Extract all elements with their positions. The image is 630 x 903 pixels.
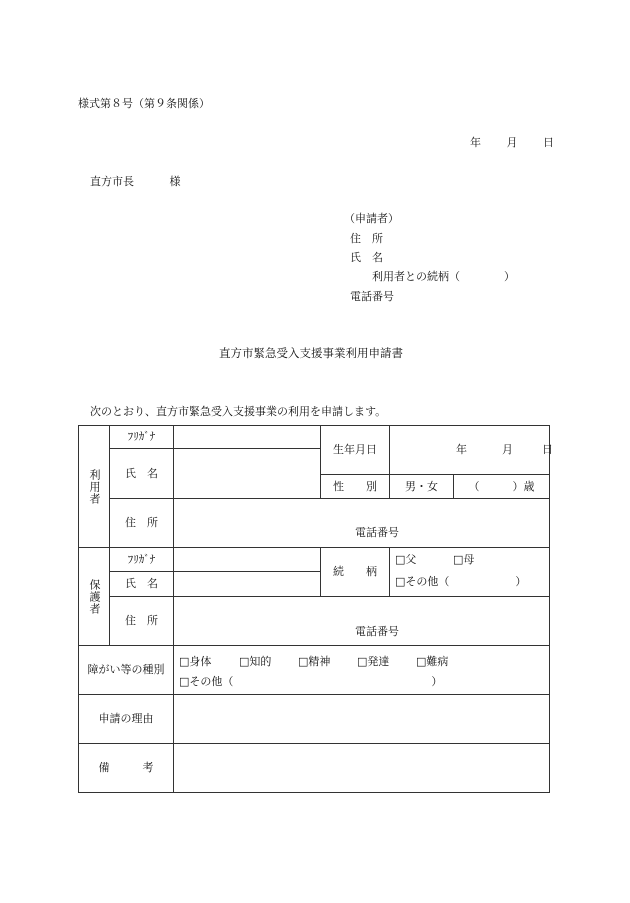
relation-field[interactable]	[390, 548, 550, 597]
reason-field[interactable]	[174, 695, 550, 744]
user-address-label: 住 所	[110, 499, 174, 548]
applicant-address: 住 所	[350, 232, 383, 245]
date-line	[470, 136, 554, 150]
disability-mental[interactable]: □精神	[298, 654, 331, 668]
user-address-field[interactable]	[174, 499, 550, 548]
birthdate-field[interactable]	[390, 426, 553, 475]
applicant-relation: 利用者との続柄（ ）	[372, 270, 515, 283]
user-furigana-label: ﾌﾘｶﾞﾅ	[110, 426, 174, 449]
form-number: 様式第８号（第９条関係）	[78, 97, 210, 110]
relation-other[interactable]: □その他（ ）	[395, 575, 527, 588]
sex-value[interactable]: 男・女	[390, 475, 454, 499]
user-furigana-field[interactable]	[174, 426, 321, 449]
remarks-field[interactable]	[174, 744, 550, 793]
date-month: 月	[506, 136, 518, 149]
guardian-name-field[interactable]	[174, 572, 321, 597]
relation-mother[interactable]: □母	[453, 553, 475, 566]
disability-other[interactable]: □その他（ ）	[179, 674, 443, 688]
remarks-label: 備 考	[79, 744, 174, 793]
user-name-field[interactable]	[174, 449, 321, 499]
user-section-header: 利用者	[79, 426, 110, 548]
intro-text: 次のとおり、直方市緊急受入支援事業の利用を申請します。	[90, 405, 387, 418]
honorific: 様	[169, 175, 181, 188]
user-phone-label: 電話番号	[355, 525, 399, 539]
relation-label: 続 柄	[321, 548, 390, 597]
applicant-phone: 電話番号	[350, 290, 394, 303]
birthdate-day: 日	[542, 443, 553, 456]
applicant-label: （申請者）	[344, 212, 399, 225]
disability-intractable[interactable]: □難病	[416, 654, 449, 668]
date-year: 年	[470, 136, 481, 149]
age-value[interactable]: （ ）歳	[454, 475, 550, 499]
guardian-address-field[interactable]	[174, 597, 550, 646]
disability-developmental[interactable]: □発達	[357, 654, 390, 668]
birthdate-label: 生年月日	[321, 426, 390, 475]
relation-father[interactable]: □父	[395, 553, 417, 566]
guardian-name-label: 氏 名	[110, 572, 174, 597]
disability-field[interactable]	[174, 646, 550, 695]
disability-physical[interactable]: □身体	[179, 654, 212, 668]
form-title: 直方市緊急受入支援事業利用申請書	[219, 346, 403, 360]
birthdate-month: 月	[502, 443, 513, 456]
guardian-phone-label: 電話番号	[355, 624, 399, 638]
application-table	[78, 425, 553, 793]
guardian-furigana-field[interactable]	[174, 548, 321, 572]
reason-label: 申請の理由	[79, 695, 174, 744]
addressee: 直方市長	[90, 175, 134, 188]
applicant-name: 氏 名	[350, 251, 383, 264]
disability-label: 障がい等の種別	[79, 646, 174, 695]
guardian-furigana-label: ﾌﾘｶﾞﾅ	[110, 548, 174, 572]
sex-label: 性 別	[321, 475, 390, 499]
guardian-address-label: 住 所	[110, 597, 174, 646]
guardian-section-header: 保護者	[79, 548, 110, 646]
user-name-label: 氏 名	[110, 449, 174, 499]
addressee-line	[90, 175, 181, 189]
birthdate-year: 年	[456, 443, 467, 456]
disability-intellectual[interactable]: □知的	[239, 654, 272, 668]
date-day: 日	[543, 136, 554, 149]
